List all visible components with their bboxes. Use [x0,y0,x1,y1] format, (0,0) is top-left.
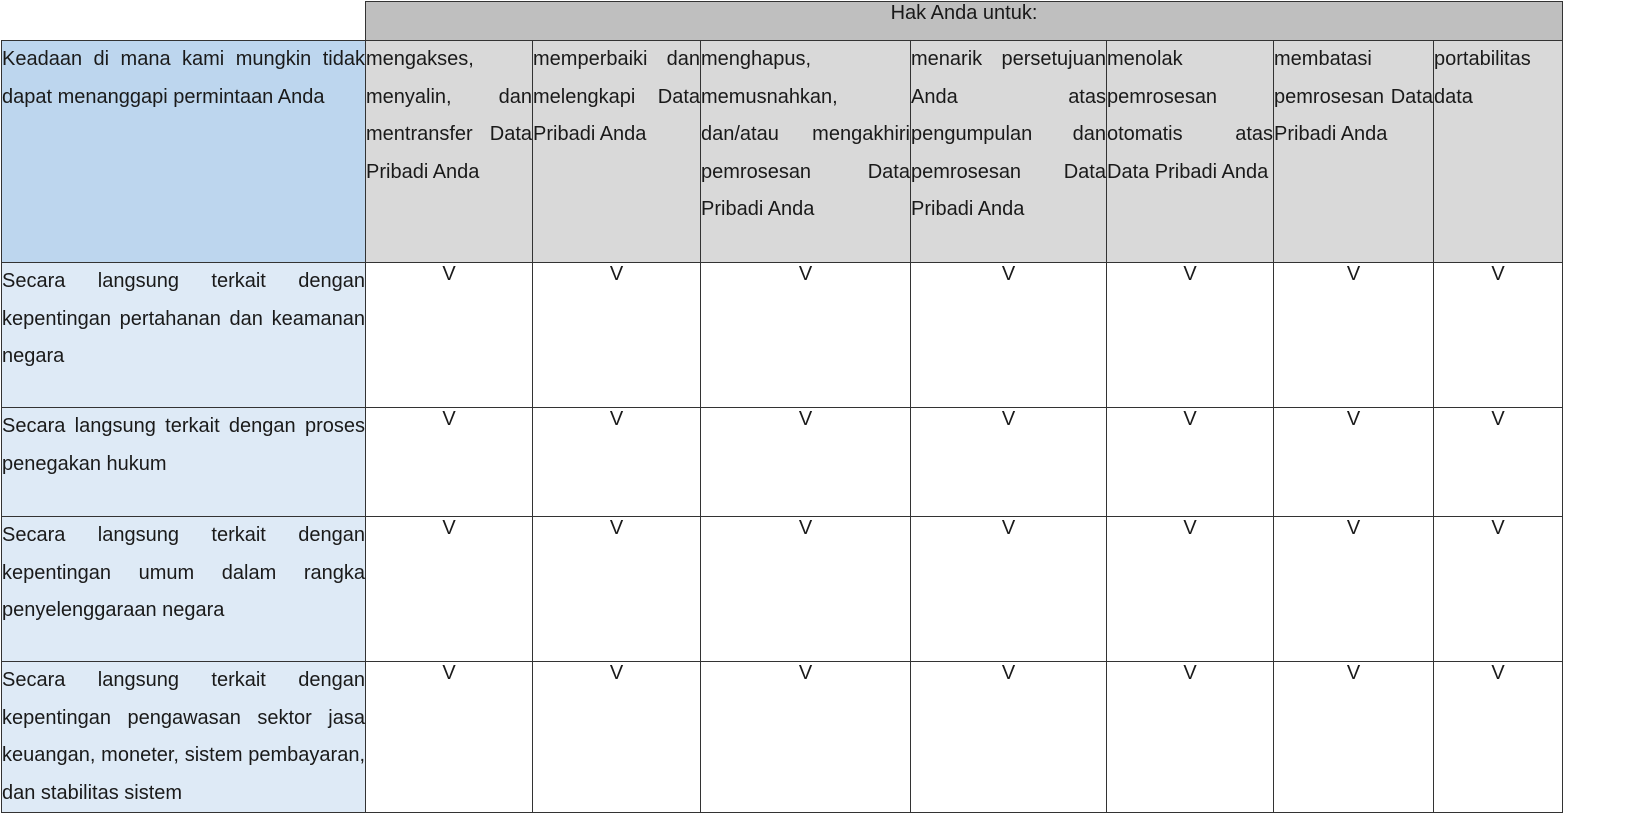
column-header-restrict: membatasi pemrosesan Data Pribadi Anda [1274,41,1434,263]
check-mark: V [911,263,1107,408]
column-header-row [2,41,1563,263]
table-row [2,263,1563,408]
row-label-public-interest: Secara langsung terkait dengan kepentingan umum dalam rangka penyelenggaraan negara [2,517,366,662]
column-header-portability: portabilitas data [1434,41,1563,263]
check-mark: V [1274,517,1434,662]
row-label-defense-security: Secara langsung terkait dengan kepentingan pertahanan dan keamanan negara [2,263,366,408]
check-mark: V [911,662,1107,813]
row-label-financial-supervision: Secara langsung terkait dengan kepentingan pengawasan sektor jasa keuangan, moneter, sistem pembayaran, dan stabilitas sistem [2,662,366,813]
circumstances-header: Keadaan di mana kami mungkin tidak dapat menanggapi permintaan Anda [2,41,366,263]
check-mark: V [366,408,533,517]
column-header-object-automated: menolak pemrosesan otomatis atas Data Pribadi Anda [1107,41,1274,263]
check-mark: V [1107,408,1274,517]
check-mark: V [701,517,911,662]
table-row [2,517,1563,662]
rights-group-header: Hak Anda untuk: [366,2,1563,41]
check-mark: V [366,517,533,662]
check-mark: V [701,263,911,408]
check-mark: V [911,408,1107,517]
check-mark: V [1434,517,1563,662]
check-mark: V [911,517,1107,662]
check-mark: V [701,408,911,517]
column-header-erase: menghapus, memusnahkan, dan/atau mengakhiri pemrosesan Data Pribadi Anda [701,41,911,263]
row-label-law-enforcement: Secara langsung terkait dengan proses penegakan hukum [2,408,366,517]
blank-corner-cell [2,2,366,41]
check-mark: V [533,263,701,408]
check-mark: V [1107,662,1274,813]
check-mark: V [1434,263,1563,408]
table-row [2,408,1563,517]
column-header-rectify: memperbaiki dan melengkapi Data Pribadi Anda [533,41,701,263]
check-mark: V [1434,408,1563,517]
check-mark: V [366,263,533,408]
check-mark: V [1274,662,1434,813]
table-row [2,662,1563,813]
rights-exceptions-table [1,1,1563,813]
check-mark: V [1107,517,1274,662]
group-header-row [2,2,1563,41]
column-header-withdraw-consent: menarik persetujuan Anda atas pengumpulan dan pemrosesan Data Pribadi Anda [911,41,1107,263]
check-mark: V [701,662,911,813]
check-mark: V [366,662,533,813]
column-header-access: mengakses, menyalin, dan mentransfer Data Pribadi Anda [366,41,533,263]
check-mark: V [1434,662,1563,813]
check-mark: V [1274,263,1434,408]
check-mark: V [1274,408,1434,517]
check-mark: V [533,662,701,813]
check-mark: V [1107,263,1274,408]
check-mark: V [533,517,701,662]
check-mark: V [533,408,701,517]
